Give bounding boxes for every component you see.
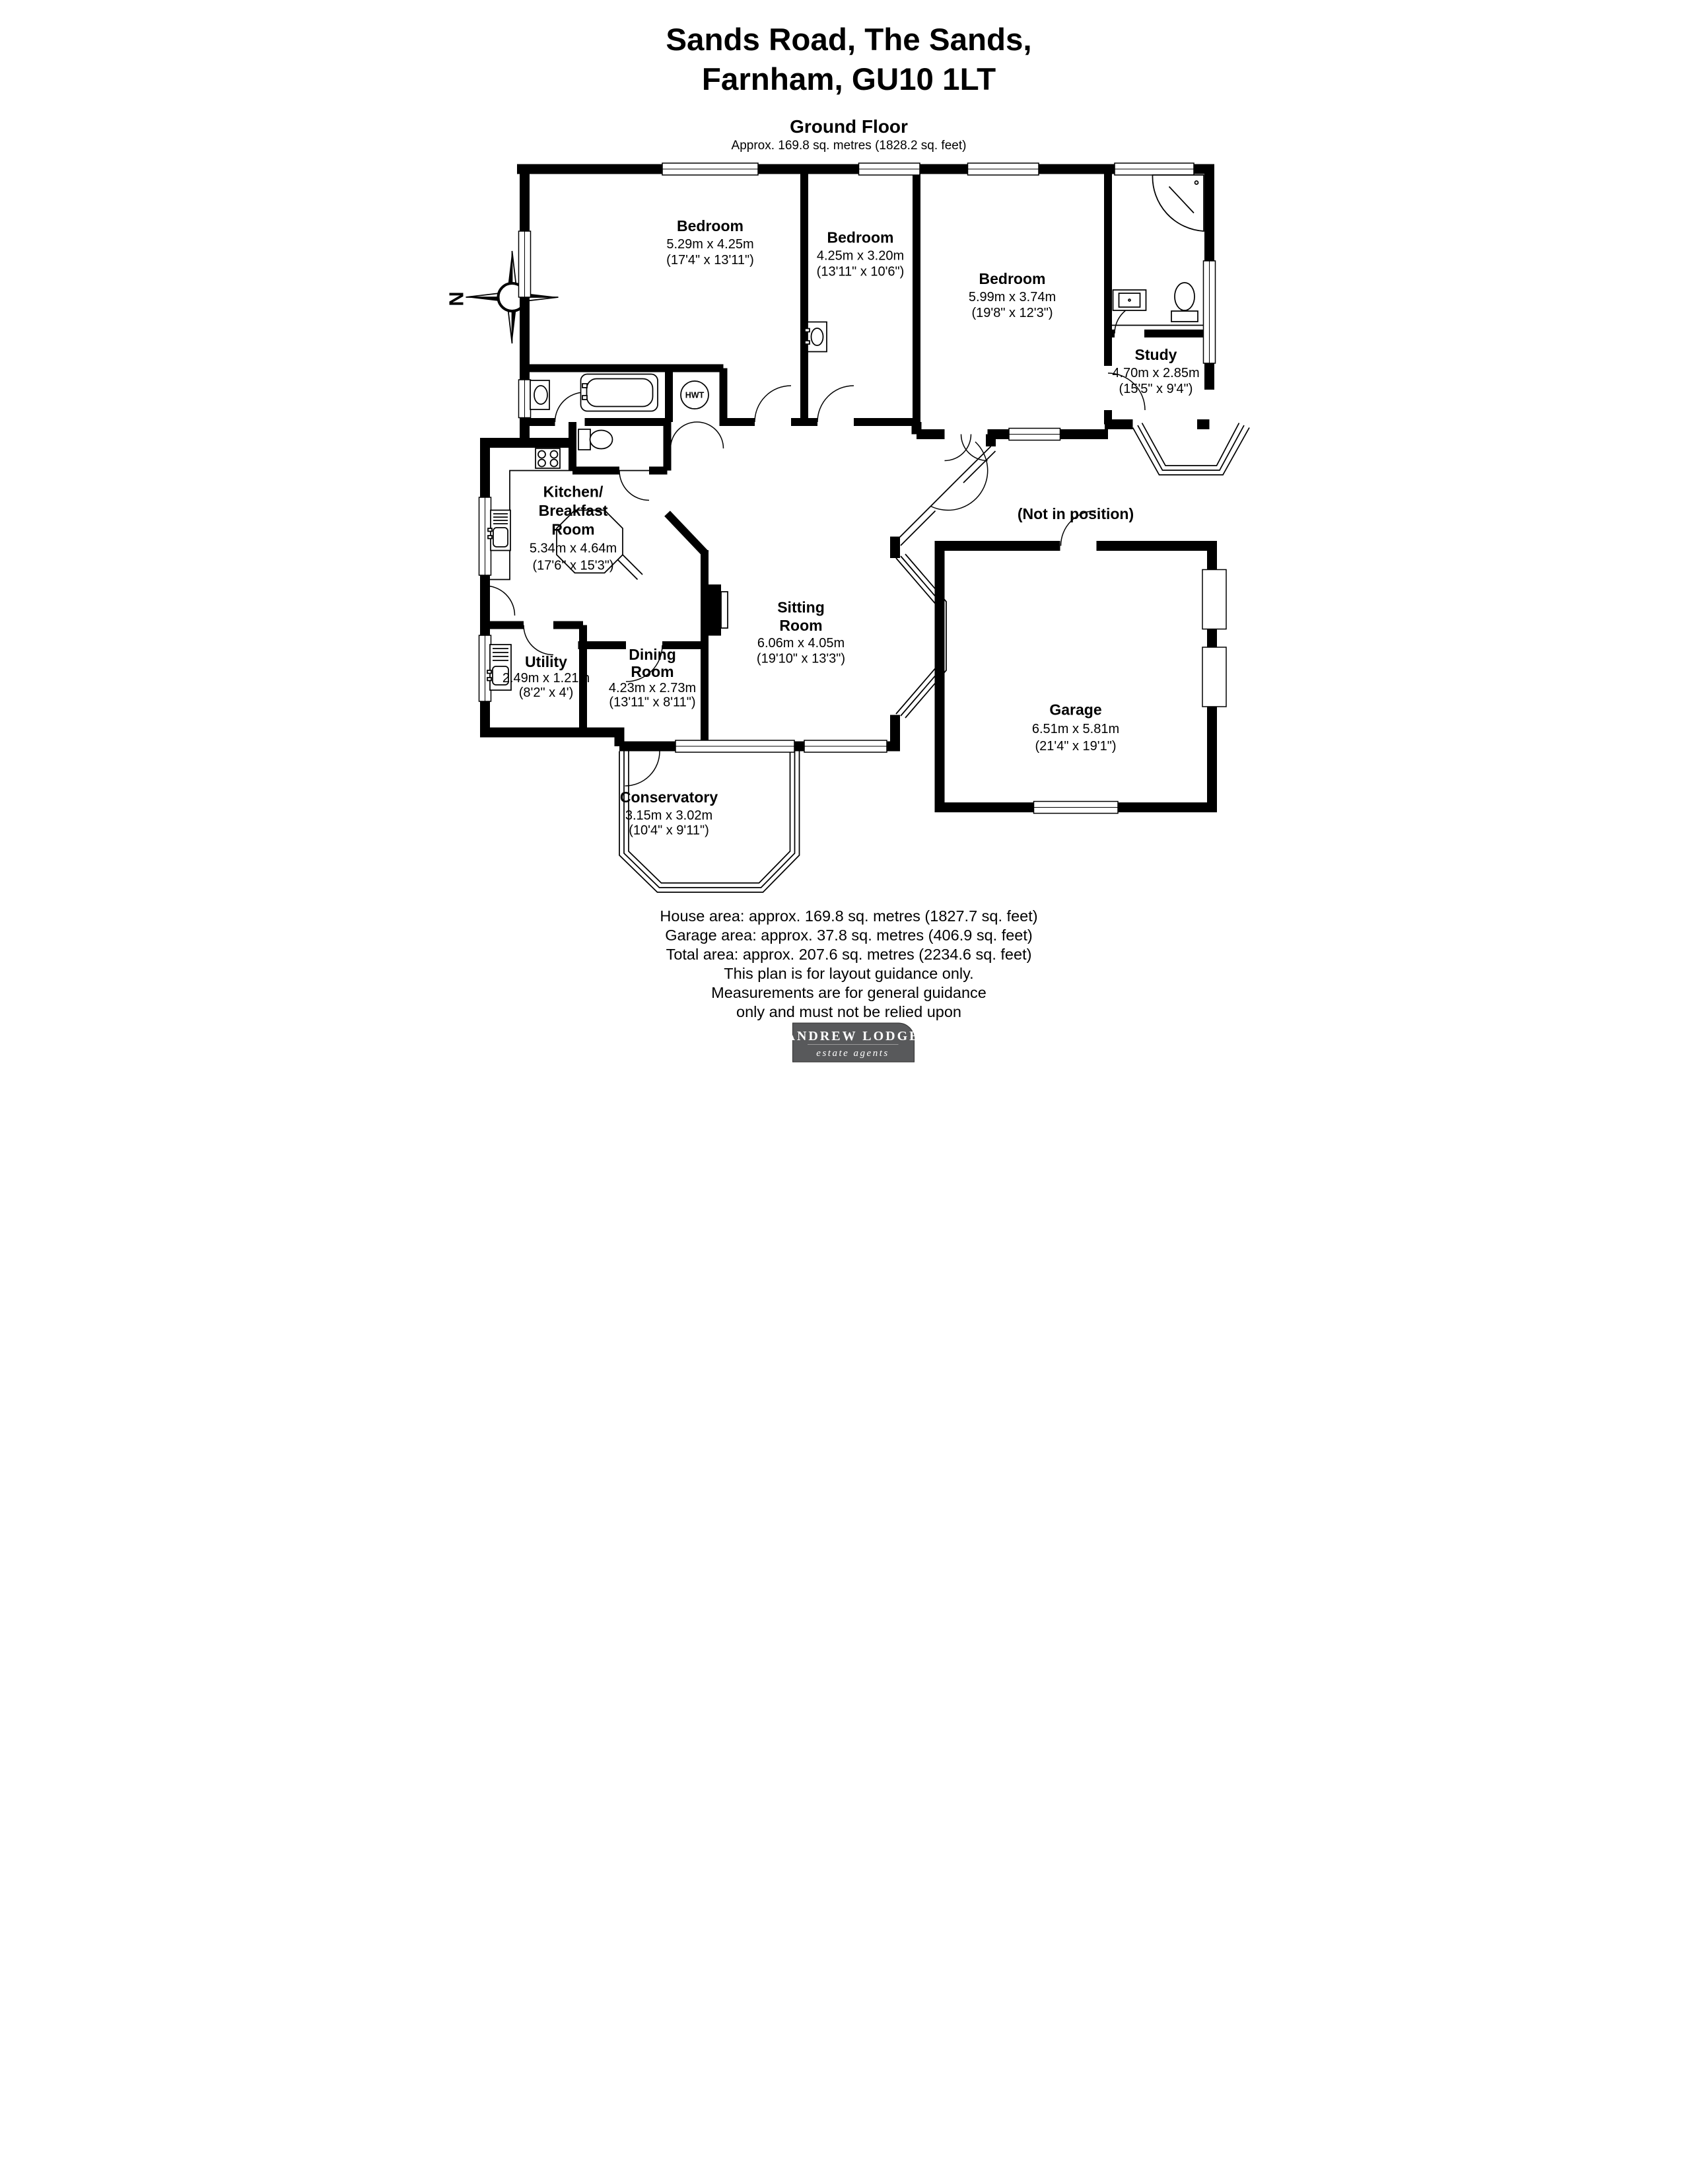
disclaimer-line1: This plan is for layout guidance only. — [723, 965, 974, 982]
page-title-line2: Farnham, GU10 1LT — [701, 62, 996, 97]
bedroom1-door — [755, 386, 791, 422]
garage-area-note: Garage area: approx. 37.8 sq. metres (406.9 sq. feet) — [664, 927, 1033, 944]
shower-room-basin-icon — [1113, 290, 1146, 310]
svg-text:Breakfast: Breakfast — [538, 502, 607, 519]
floorplan-svg — [425, 0, 1273, 1092]
svg-text:(15'5" x 9'4"): (15'5" x 9'4") — [1119, 382, 1193, 396]
compass-north-label: N — [444, 291, 468, 306]
floor-area-note: Approx. 169.8 sq. metres (1828.2 sq. feet) — [731, 139, 966, 153]
house-area-note: House area: approx. 169.8 sq. metres (1827.7 sq. feet) — [659, 907, 1038, 925]
svg-text:(19'10" x 13'3"): (19'10" x 13'3") — [756, 651, 845, 666]
total-area-note: Total area: approx. 207.6 sq. metres (2234.6 sq. feet) — [666, 946, 1031, 963]
svg-text:5.99m x 3.74m: 5.99m x 3.74m — [968, 290, 1056, 304]
agency-logo — [785, 1023, 920, 1062]
bedroom2-basin-icon — [805, 322, 827, 352]
svg-text:(17'6" x 15'3"): (17'6" x 15'3") — [532, 558, 614, 573]
window — [518, 231, 530, 297]
page-title-line1: Sands Road, The Sands, — [665, 22, 1032, 57]
window — [1033, 802, 1118, 814]
bathtub-icon — [580, 374, 658, 411]
window — [479, 635, 491, 701]
svg-text:2.49m x 1.21m: 2.49m x 1.21m — [502, 671, 590, 686]
kitchen-sink-icon — [488, 511, 510, 551]
floorplan-page — [425, 0, 1273, 1092]
svg-text:Bedroom: Bedroom — [827, 229, 893, 246]
shower-icon — [1152, 175, 1204, 231]
room-label-bedroom1 — [666, 217, 754, 267]
svg-text:(8'2" x 4'): (8'2" x 4') — [518, 686, 573, 700]
logo-brand: ANDREW LODGE — [785, 1029, 920, 1043]
svg-text:Sitting: Sitting — [777, 598, 825, 616]
room-label-study — [1112, 346, 1199, 396]
window — [1203, 261, 1215, 363]
garage-side-door-1 — [1202, 570, 1226, 629]
svg-text:Room: Room — [551, 520, 595, 538]
svg-text:Bedroom: Bedroom — [979, 270, 1045, 287]
svg-text:4.25m x 3.20m: 4.25m x 3.20m — [816, 248, 904, 264]
utility-door — [524, 625, 553, 655]
logo-tagline: estate agents — [815, 1048, 889, 1059]
window — [1009, 429, 1060, 440]
header — [666, 22, 1031, 153]
garage-side-door-2 — [1202, 647, 1226, 707]
window — [967, 163, 1039, 175]
bedroom3-door-right — [961, 435, 987, 461]
svg-text:4.70m x 2.85m: 4.70m x 2.85m — [1111, 366, 1200, 380]
svg-text:Room: Room — [630, 663, 674, 680]
window — [518, 380, 530, 418]
room-label-conservatory — [619, 789, 717, 838]
svg-text:3.15m x 3.02m: 3.15m x 3.02m — [625, 808, 712, 823]
svg-text:(13'11" x 10'6"): (13'11" x 10'6") — [816, 264, 904, 279]
disclaimer-line2: Measurements are for general guidance — [710, 984, 987, 1001]
room-label-dining — [608, 646, 695, 710]
room-label-bedroom2 — [816, 229, 904, 279]
study-bay-window — [1132, 423, 1249, 476]
room-label-sitting — [756, 599, 845, 666]
svg-text:6.06m x 4.05m: 6.06m x 4.05m — [757, 636, 845, 651]
window — [1115, 163, 1194, 175]
svg-text:(10'4" x 9'11"): (10'4" x 9'11") — [628, 823, 709, 838]
svg-text:(17'4" x 13'11"): (17'4" x 13'11") — [666, 253, 754, 267]
floor-label: Ground Floor — [789, 116, 908, 137]
window — [804, 740, 887, 752]
bedroom2-door — [817, 386, 854, 422]
svg-text:Garage: Garage — [1049, 701, 1102, 719]
window — [662, 163, 758, 175]
entrance-glazing — [896, 442, 996, 546]
compass-icon — [444, 251, 558, 343]
hob-icon — [536, 448, 560, 468]
svg-text:5.29m x 4.25m: 5.29m x 4.25m — [666, 237, 754, 252]
hot-water-tank-icon — [681, 381, 709, 409]
window — [675, 740, 794, 752]
svg-text:Utility: Utility — [524, 653, 567, 670]
room-label-bedroom3 — [968, 270, 1055, 320]
wc-door — [619, 471, 649, 501]
garage-walls — [934, 511, 1226, 808]
toilet-icon — [578, 429, 613, 450]
svg-text:(21'4" x 19'1"): (21'4" x 19'1") — [1034, 739, 1117, 754]
bathroom-basin-icon — [530, 380, 549, 409]
svg-text:Kitchen/: Kitchen/ — [543, 483, 603, 501]
hwt-door-left — [670, 422, 697, 448]
disclaimer-line3: only and must not be relied upon — [736, 1003, 961, 1020]
svg-text:Room: Room — [779, 617, 823, 634]
svg-text:(Not in position): (Not in position) — [1017, 505, 1134, 522]
svg-text:Study: Study — [1134, 346, 1177, 363]
svg-text:4.23m x 2.73m: 4.23m x 2.73m — [608, 681, 696, 695]
shower-room-toilet-icon — [1171, 283, 1198, 322]
svg-text:6.51m x 5.81m: 6.51m x 5.81m — [1031, 722, 1119, 736]
svg-text:Bedroom: Bedroom — [676, 217, 744, 234]
footer-notes — [660, 907, 1037, 1020]
room-label-kitchen — [529, 483, 616, 573]
window — [858, 163, 920, 175]
svg-text:Dining: Dining — [628, 646, 676, 663]
svg-text:Conservatory: Conservatory — [619, 789, 718, 806]
room-label-utility — [502, 653, 589, 700]
svg-text:5.34m x 4.64m: 5.34m x 4.64m — [529, 541, 617, 556]
svg-text:(19'8" x 12'3"): (19'8" x 12'3") — [971, 306, 1053, 320]
svg-text:(13'11" x 8'11"): (13'11" x 8'11") — [608, 695, 696, 710]
svg-text:HWT: HWT — [685, 390, 704, 400]
bedroom3-door-left — [944, 435, 971, 461]
